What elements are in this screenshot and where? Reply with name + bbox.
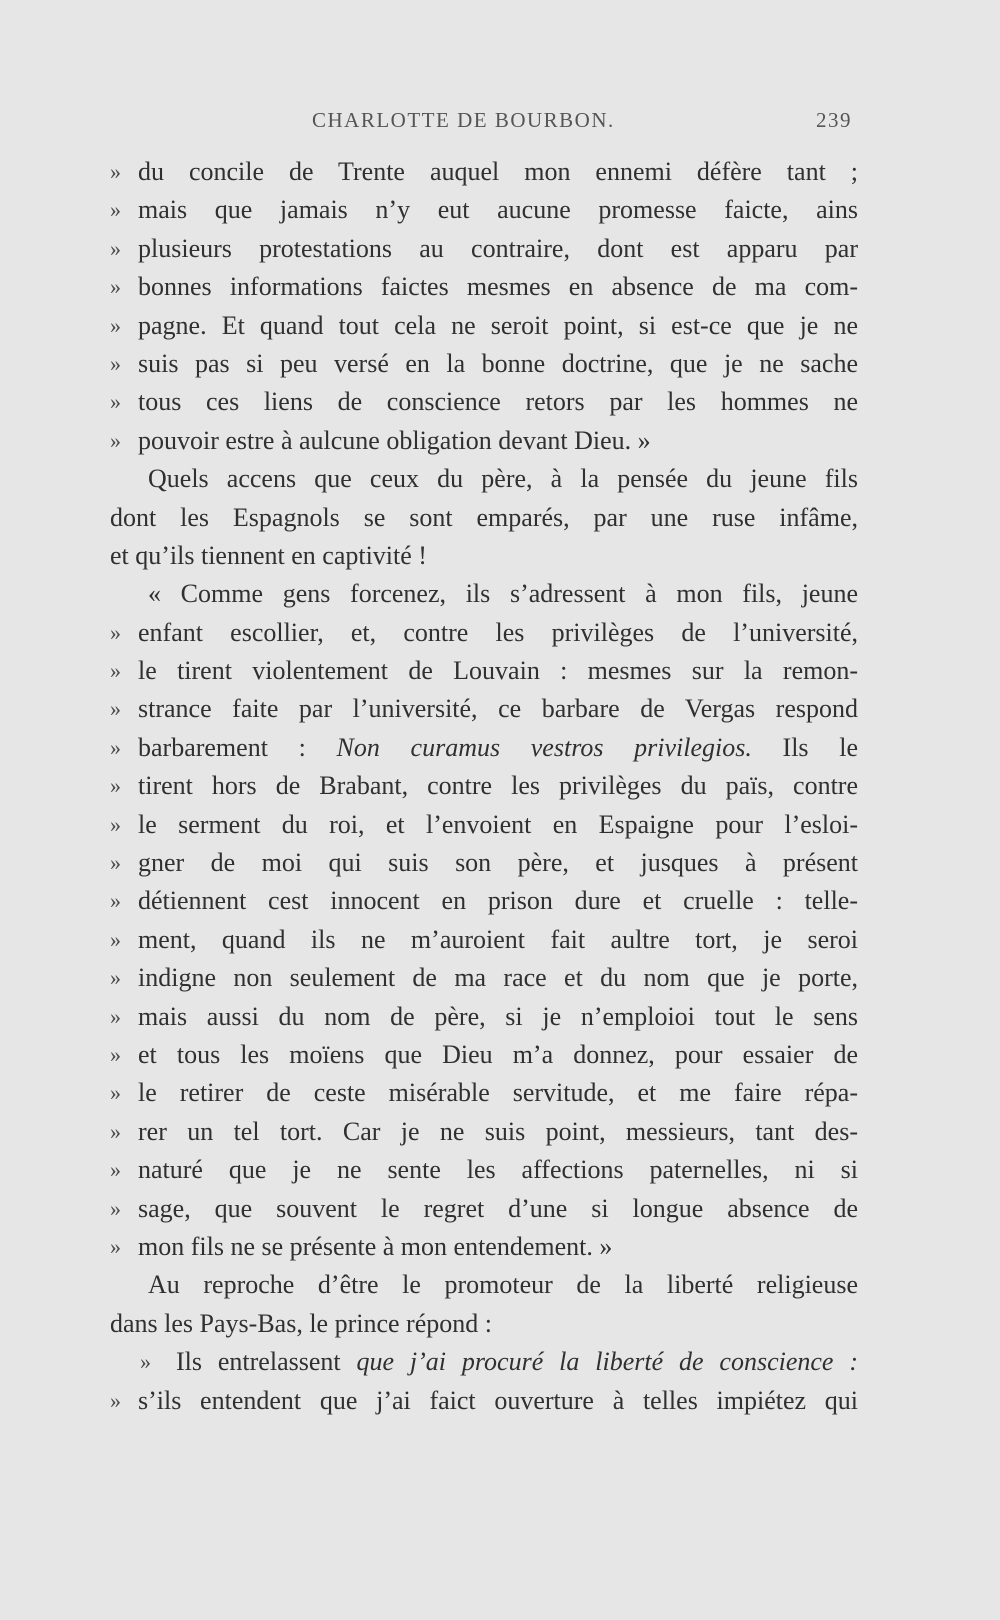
quote-mark: » — [110, 1157, 121, 1183]
text-line — [110, 1151, 858, 1189]
paragraph-first-line — [110, 460, 858, 498]
quote-mark: » — [110, 888, 121, 914]
paragraph-first-line — [110, 1266, 858, 1304]
line-text: le serment du roi, et l’envoient en Espaigne pour l’esloi- — [138, 809, 858, 839]
line-text: et qu’ils tiennent en captivité ! — [110, 540, 427, 570]
quote-mark: » — [110, 350, 121, 376]
line-text: détiennent cest innocent en prison dure et cruelle : telle- — [138, 886, 858, 916]
quote-mark: » — [110, 389, 121, 415]
quote-mark: » — [110, 696, 121, 722]
text-line — [110, 153, 858, 191]
text-line — [110, 1036, 858, 1074]
quote-mark: » — [110, 197, 121, 223]
text-line — [110, 882, 858, 920]
quote-mark: » — [110, 274, 121, 300]
text-line — [110, 191, 858, 229]
text-line — [110, 767, 858, 805]
quote-mark: » — [110, 1041, 121, 1067]
paragraph-first-line — [110, 1343, 858, 1381]
text-line — [110, 268, 858, 306]
line-text: naturé que je ne sente les affections paternelles, ni si — [138, 1155, 858, 1185]
line-text: rer un tel tort. Car je ne suis point, messieurs, tant des- — [138, 1116, 858, 1146]
quote-mark: » — [110, 1233, 121, 1259]
text-line — [110, 729, 858, 767]
line-text: dans les Pays-Bas, le prince répond : — [110, 1308, 492, 1338]
text-line — [110, 690, 858, 728]
line-text: du concile de Trente auquel mon ennemi défère tant ; — [138, 157, 858, 186]
text-line — [110, 230, 858, 268]
line-text: pouvoir estre à aulcune obligation devant Dieu. » — [138, 425, 651, 455]
text-line — [110, 844, 858, 882]
text-line — [110, 806, 858, 844]
line-text: plusieurs protestations au contraire, dont est apparu par — [138, 233, 858, 263]
line-text: mon fils ne se présente à mon entendement. » — [138, 1231, 613, 1261]
quote-mark: » — [110, 427, 121, 453]
text-line — [110, 1305, 858, 1343]
line-text: « Comme gens forcenez, ils s’adressent à mon fils, jeune — [148, 579, 858, 609]
line-text: dont les Espagnols se sont emparés, par une ruse infâme, — [110, 502, 858, 532]
text-line — [110, 652, 858, 690]
quote-mark: » — [110, 1118, 121, 1144]
running-title: CHARLOTTE DE BOURBON. — [312, 108, 615, 132]
text-line — [110, 1113, 858, 1151]
latin-quote: Non curamus vestros privilegios. — [336, 732, 752, 762]
text-line — [110, 345, 858, 383]
line-text: Ils entrelassent — [176, 1347, 357, 1377]
line-text: Au reproche d’être le promoteur de la liberté religieuse — [148, 1270, 858, 1300]
text-line — [110, 921, 858, 959]
line-text: bonnes informations faictes mesmes en absence de ma com- — [138, 272, 858, 302]
quote-mark: » — [110, 1195, 121, 1221]
quote-mark: » — [110, 159, 121, 184]
quote-mark: » — [110, 734, 121, 760]
quote-mark: » — [110, 773, 121, 799]
quote-mark: » — [110, 235, 121, 261]
text-line — [110, 537, 858, 575]
line-text: indigne non seulement de ma race et du nom que je porte, — [138, 963, 858, 993]
body-text — [110, 153, 858, 1420]
paragraph-first-line — [110, 575, 858, 613]
line-text: tous ces liens de conscience retors par les hommes ne — [138, 387, 858, 417]
text-line — [110, 1382, 858, 1420]
quote-mark: » — [110, 658, 121, 684]
text-line — [110, 307, 858, 345]
line-text: le retirer de ceste misérable servitude, et me faire répa- — [138, 1078, 858, 1108]
line-text: le tirent violentement de Louvain : mesmes sur la remon- — [138, 656, 858, 686]
quote-mark: » — [110, 1003, 121, 1029]
page-header — [112, 108, 852, 138]
quote-mark: » — [110, 1080, 121, 1106]
text-line — [110, 422, 858, 460]
quote-mark: » — [110, 811, 121, 837]
italic-phrase: que j’ai procuré la liberté de conscience : — [356, 1347, 858, 1377]
quote-mark: » — [110, 619, 121, 645]
line-text: mais que jamais n’y eut aucune promesse faicte, ains — [138, 195, 858, 225]
text-line — [110, 383, 858, 421]
line-text: enfant escollier, et, contre les privilèges de l’université, — [138, 617, 858, 647]
text-line — [110, 614, 858, 652]
line-text: et tous les moïens que Dieu m’a donnez, pour essaier de — [138, 1039, 858, 1069]
line-text: strance faite par l’université, ce barbare de Vergas respond — [138, 694, 858, 724]
line-text: ment, quand ils ne m’auroient fait aultre tort, je seroi — [138, 924, 858, 954]
quote-mark: » — [110, 1387, 121, 1413]
quote-mark: » — [140, 1349, 151, 1375]
text-line — [110, 1074, 858, 1112]
text-line — [110, 1228, 858, 1266]
line-text: tirent hors de Brabant, contre les privilèges du païs, contre — [138, 771, 858, 801]
text-line — [110, 499, 858, 537]
quote-mark: » — [110, 850, 121, 876]
quote-mark: » — [110, 926, 121, 952]
quote-mark: » — [110, 312, 121, 338]
text-line — [110, 959, 858, 997]
page-number: 239 — [816, 108, 852, 132]
text-line — [110, 998, 858, 1036]
line-text: mais aussi du nom de père, si je n’emploioi tout le sens — [138, 1001, 858, 1031]
line-text: Ils le — [751, 732, 858, 762]
line-text: gner de moi qui suis son père, et jusques à présent — [138, 848, 858, 878]
line-text: pagne. Et quand tout cela ne seroit point, si est-ce que je ne — [138, 310, 858, 340]
line-text: s’ils entendent que j’ai faict ouverture à telles impiétez qui — [138, 1385, 858, 1415]
quote-mark: » — [110, 965, 121, 991]
line-text: suis pas si peu versé en la bonne doctrine, que je ne sache — [138, 348, 858, 378]
line-text: sage, que souvent le regret d’une si longue absence de — [138, 1193, 858, 1223]
text-line — [110, 1190, 858, 1228]
line-text: Quels accens que ceux du père, à la pensée du jeune fils — [148, 464, 858, 494]
line-text: barbarement : — [138, 732, 337, 762]
